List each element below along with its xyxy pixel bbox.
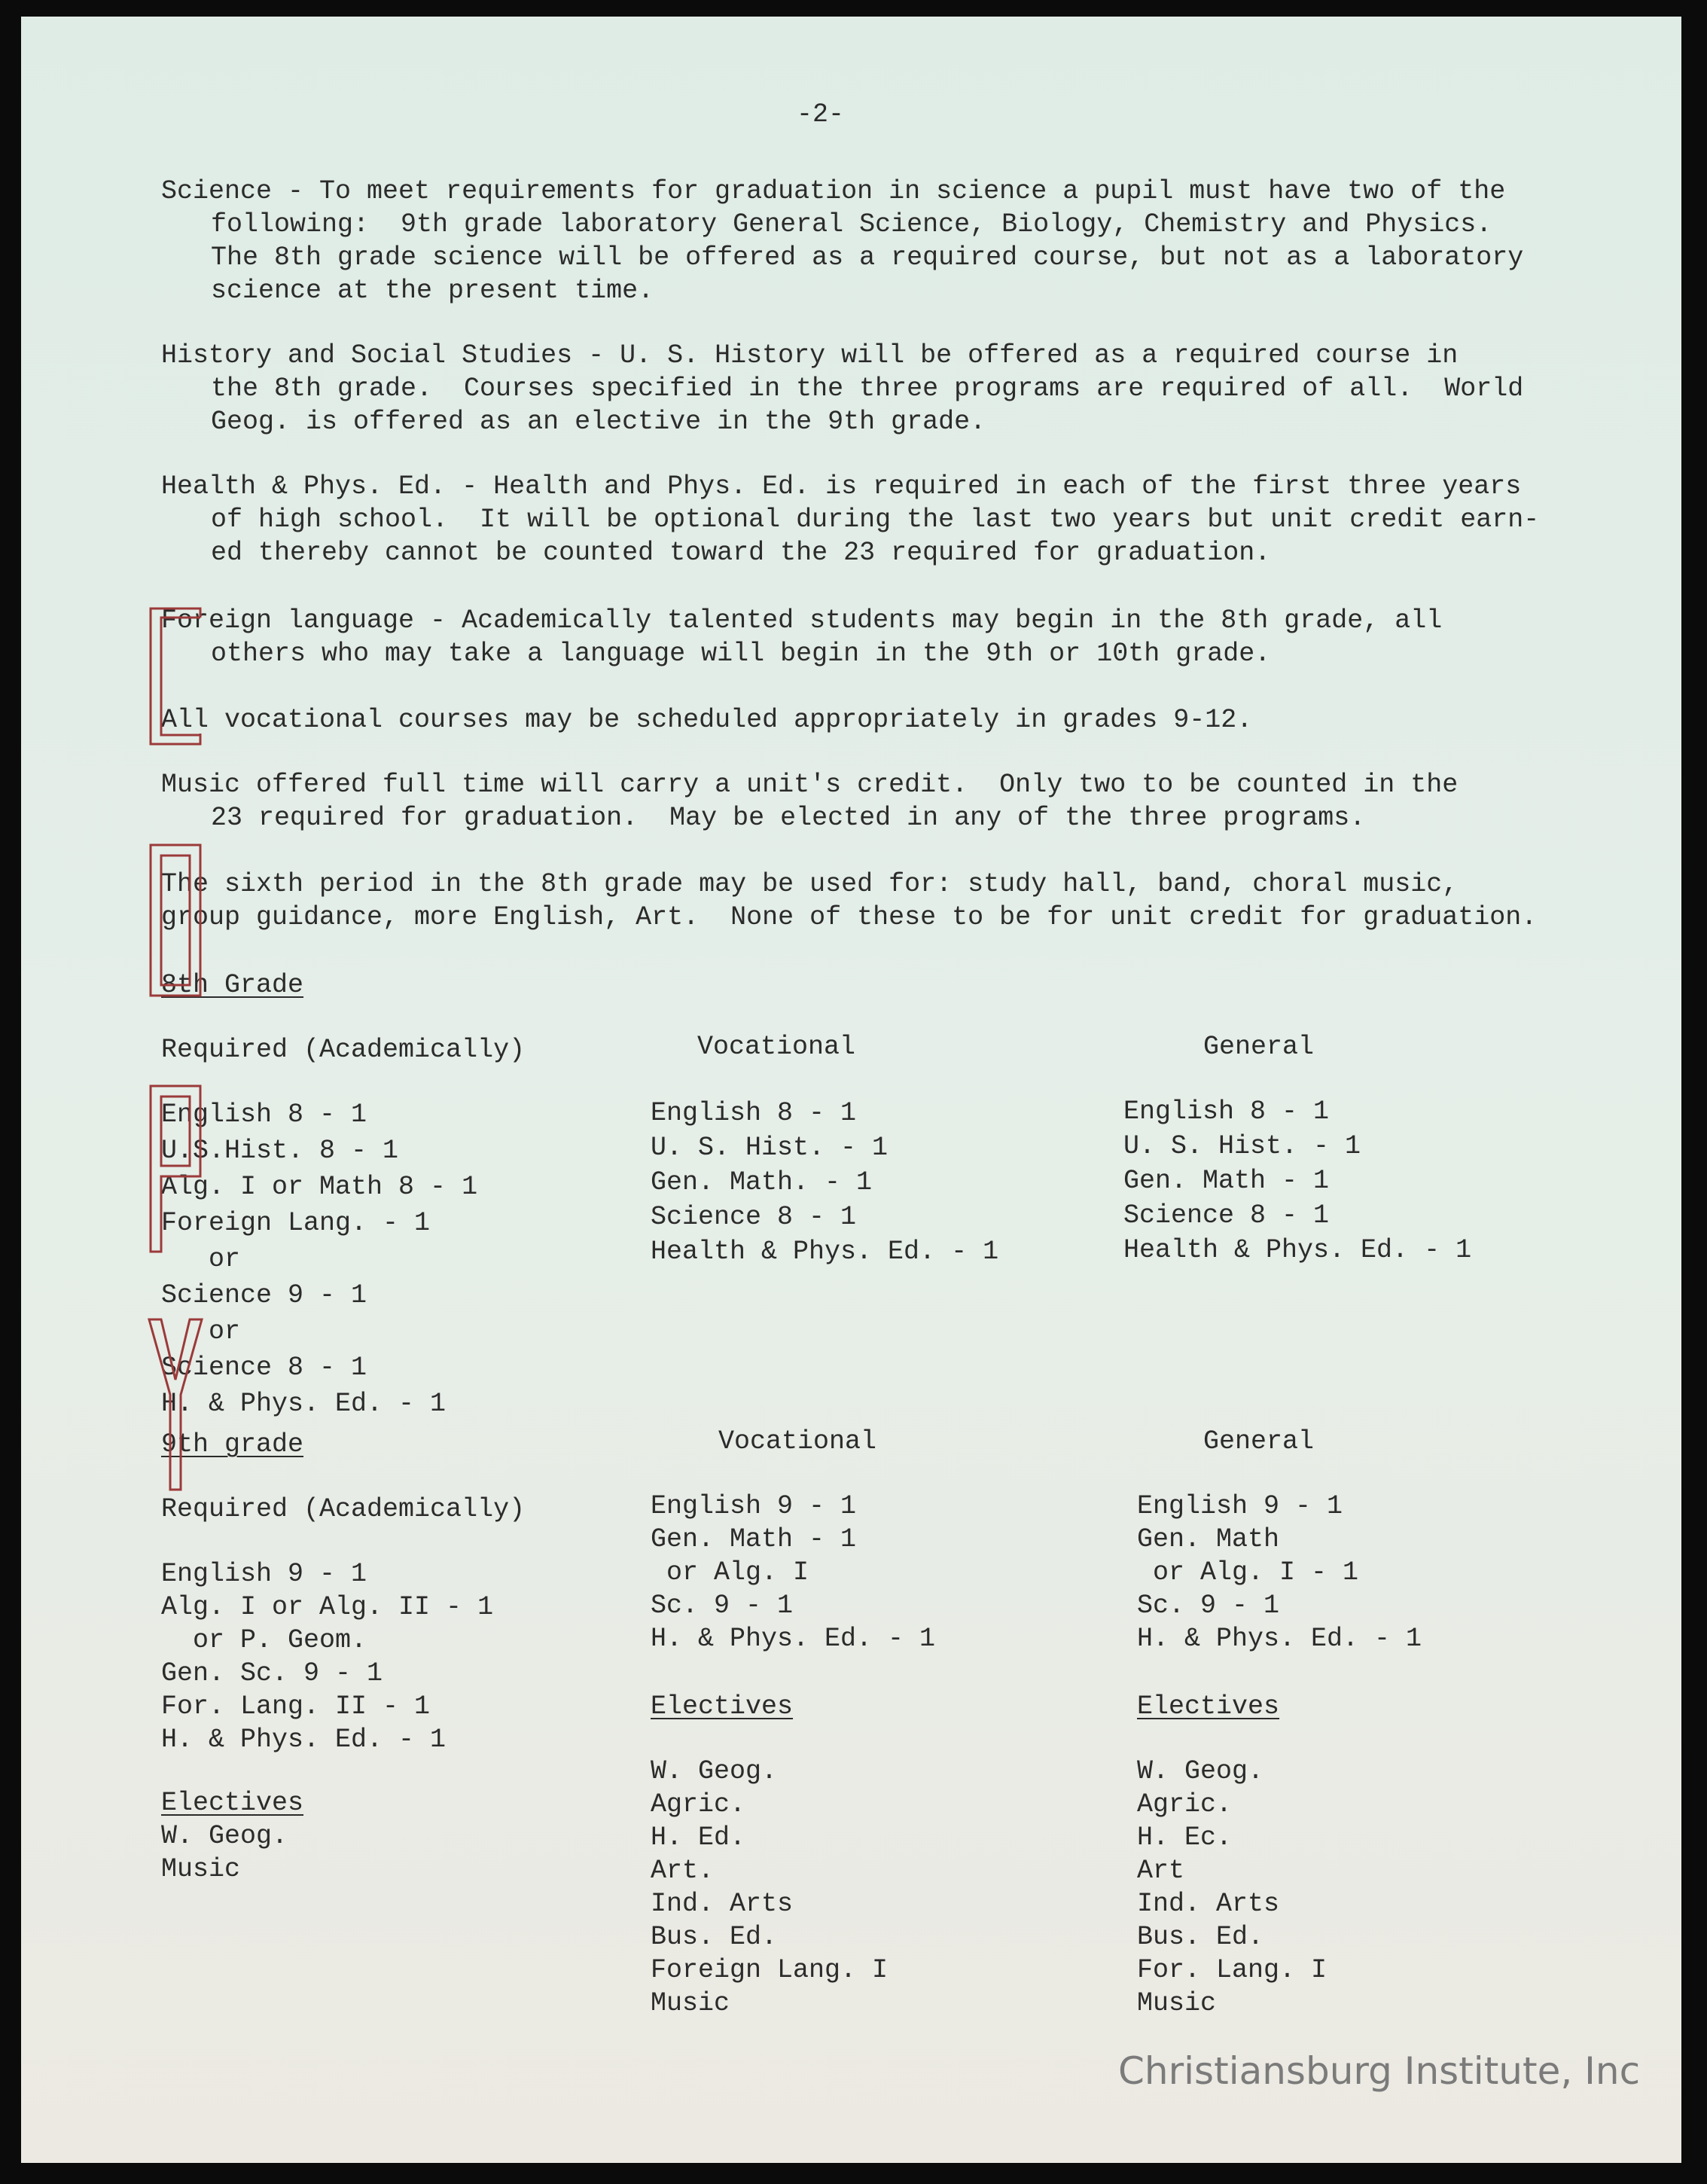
course-item: U.S.Hist. 8 - 1 <box>161 1136 399 1166</box>
grade9-vocational-title: Vocational <box>718 1426 877 1457</box>
paragraph-line: Geog. is offered as an elective in the 9th grade. <box>211 407 986 437</box>
course-item: or Alg. I - 1 <box>1137 1557 1359 1588</box>
course-item: H. Ec. <box>1137 1823 1233 1853</box>
course-item: Gen. Math <box>1137 1524 1280 1554</box>
stamp-letter-y <box>149 1319 202 1490</box>
grade9-academic-electives-title: Electives <box>161 1788 304 1818</box>
course-item: Foreign Lang. - 1 <box>161 1208 431 1238</box>
course-item: Science 9 - 1 <box>161 1280 367 1310</box>
course-item: English 9 - 1 <box>651 1491 857 1521</box>
course-item: H. & Phys. Ed. - 1 <box>651 1624 936 1654</box>
course-item: Gen. Math - 1 <box>651 1524 857 1554</box>
paragraph-foreign-language <box>161 604 1629 670</box>
paragraph-line: 23 required for graduation. May be elected in any of the three programs. <box>211 803 1366 833</box>
paragraph-line: the 8th grade. Courses specified in the three programs are required of all. World <box>211 374 1524 404</box>
grade9-heading: 9th grade <box>161 1429 304 1460</box>
course-item: U. S. Hist. - 1 <box>1123 1131 1361 1161</box>
paragraph-line: Science - To meet requirements for graduation in science a pupil must have two of the <box>161 176 1506 206</box>
course-item: Art <box>1137 1856 1185 1886</box>
course-item: or Alg. I <box>651 1557 809 1588</box>
paragraph-line: Music offered full time will carry a unit's credit. Only two to be counted in the <box>161 770 1459 800</box>
course-item: Music <box>651 1988 730 2018</box>
grade9-general-title: General <box>1203 1426 1315 1457</box>
paragraph-line: Foreign language - Academically talented students may begin in the 8th grade, all <box>161 605 1443 636</box>
paragraph-history <box>161 339 1629 438</box>
paragraph-line: following: 9th grade laboratory General Science, Biology, Chemistry and Physics. <box>211 209 1492 239</box>
course-item: Bus. Ed. <box>1137 1922 1264 1952</box>
course-item: Foreign Lang. I <box>651 1955 889 1985</box>
course-item: Music <box>1137 1988 1217 2018</box>
paragraph-line: History and Social Studies - U. S. History will be offered as a required course in <box>161 340 1459 371</box>
course-item: Sc. 9 - 1 <box>651 1591 794 1621</box>
stamp-letter-c <box>151 609 200 744</box>
page-number: -2- <box>797 99 845 130</box>
paragraph-line: All vocational courses may be scheduled appropriately in grades 9-12. <box>161 705 1253 735</box>
course-item: English 9 - 1 <box>161 1559 367 1589</box>
grade9-vocational-electives-title: Electives <box>651 1691 794 1722</box>
course-item: Alg. I or Math 8 - 1 <box>161 1172 478 1202</box>
course-item: H. & Phys. Ed. - 1 <box>161 1725 447 1755</box>
course-item: or P. Geom. <box>161 1625 367 1655</box>
course-item: Gen. Math. - 1 <box>651 1167 873 1197</box>
archive-watermark: Christiansburg Institute, Inc <box>1118 2049 1641 2093</box>
paragraph-sixth-period <box>161 868 1629 934</box>
course-item: W. Geog. <box>651 1756 778 1786</box>
course-item: Science 8 - 1 <box>651 1202 857 1232</box>
course-item: Art. <box>651 1856 715 1886</box>
course-item: Ind. Arts <box>1137 1889 1280 1919</box>
course-item: Science 8 - 1 <box>161 1353 367 1383</box>
copy-stamp <box>142 604 209 1500</box>
paragraph-line: ed thereby cannot be counted toward the 23 required for graduation. <box>211 538 1271 568</box>
course-item: U. S. Hist. - 1 <box>651 1133 889 1163</box>
course-item: Agric. <box>651 1789 746 1819</box>
course-item: Science 8 - 1 <box>1123 1200 1330 1231</box>
paragraph-line: science at the present time. <box>211 276 654 306</box>
course-item: W. Geog. <box>161 1821 288 1851</box>
course-item: Gen. Sc. 9 - 1 <box>161 1658 383 1688</box>
course-item: English 9 - 1 <box>1137 1491 1343 1521</box>
course-item: H. Ed. <box>651 1823 746 1853</box>
course-item: Agric. <box>1137 1789 1233 1819</box>
stamp-letter-o <box>151 845 200 996</box>
paragraph-line: others who may take a language will begin in the 9th or 10th grade. <box>211 639 1271 669</box>
course-item: English 8 - 1 <box>651 1098 857 1128</box>
stamp-letter-p <box>151 1086 200 1252</box>
paragraph-line: group guidance, more English, Art. None of these to be for unit credit for graduation. <box>161 902 1538 932</box>
course-item: Alg. I or Alg. II - 1 <box>161 1592 494 1622</box>
paragraph-line: Health & Phys. Ed. - Health and Phys. Ed. is required in each of the first three years <box>161 471 1522 502</box>
course-item: English 8 - 1 <box>1123 1097 1330 1127</box>
paragraph-science <box>161 175 1629 307</box>
grade8-general-title: General <box>1203 1032 1315 1062</box>
paragraph-health <box>161 470 1629 569</box>
grade8-heading: 8th Grade <box>161 970 304 1000</box>
grade8-academic-title: Required (Academically) <box>161 1035 526 1065</box>
course-item: Health & Phys. Ed. - 1 <box>651 1237 999 1267</box>
paragraph-line: of high school. It will be optional during the last two years but unit credit earn- <box>211 505 1540 535</box>
course-item: English 8 - 1 <box>161 1100 367 1130</box>
course-item: H. & Phys. Ed. - 1 <box>1137 1624 1422 1654</box>
course-item: Music <box>161 1854 241 1884</box>
course-item: or <box>161 1244 241 1274</box>
course-item: Ind. Arts <box>651 1889 794 1919</box>
paragraph-music <box>161 768 1629 834</box>
course-item: Bus. Ed. <box>651 1922 778 1952</box>
grade8-vocational-title: Vocational <box>697 1032 856 1062</box>
course-item: Gen. Math - 1 <box>1123 1166 1330 1196</box>
paragraph-line: The 8th grade science will be offered as a required course, but not as a laboratory <box>211 242 1524 273</box>
paragraph-line: The sixth period in the 8th grade may be used for: study hall, band, choral music, <box>161 869 1459 899</box>
course-item: For. Lang. I <box>1137 1955 1327 1985</box>
paragraph-vocational <box>161 703 1629 737</box>
course-item: H. & Phys. Ed. - 1 <box>161 1389 447 1419</box>
course-item: Sc. 9 - 1 <box>1137 1591 1280 1621</box>
grade9-general-electives-title: Electives <box>1137 1691 1280 1722</box>
document-page <box>21 17 1681 2163</box>
grade9-academic-title: Required (Academically) <box>161 1494 526 1524</box>
course-item: W. Geog. <box>1137 1756 1264 1786</box>
course-item: Health & Phys. Ed. - 1 <box>1123 1235 1472 1265</box>
course-item: or <box>161 1316 241 1347</box>
course-item: For. Lang. II - 1 <box>161 1691 431 1722</box>
